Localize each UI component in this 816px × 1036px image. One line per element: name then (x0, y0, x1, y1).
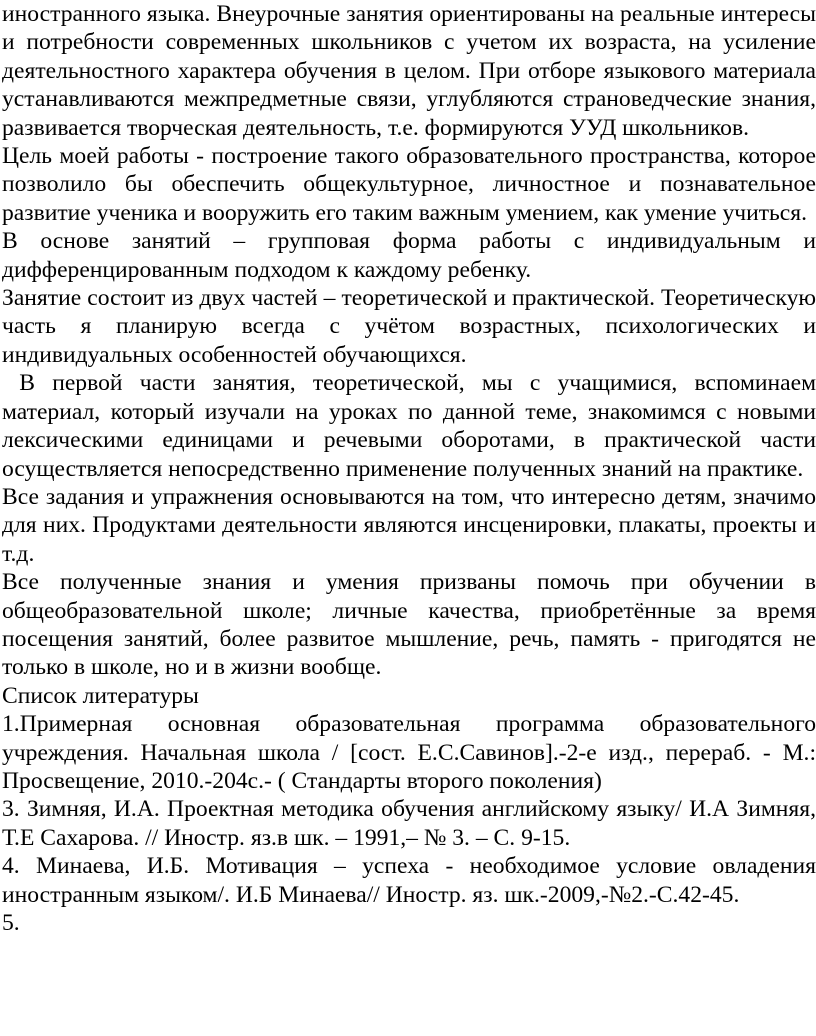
paragraph-group-work: В основе занятий – групповая форма работы с индивидуальным и дифференцированным подходом к каждому ребенку. (2, 228, 816, 283)
reference-item: 1.Примерная основная образовательная программа образовательного учреждения. Начальная школа / [сост. Е.С.Савинов].-2-е изд., перераб. - М.: Просвещение, 2010.-204с.- ( Стандарты второго поколения) (2, 711, 816, 794)
paragraph-outcomes: Все полученные знания и умения призваны помочь при обучении в общеобразовательной школе; личные качества, приобретённые за время посещения занятий, более развитое мышление, речь, память - пригодятся не только в школе, но и в жизни вообще. (2, 569, 816, 681)
paragraph-intro: иностранного языка. Внеурочные занятия ориентированы на реальные интересы и потребности современных школьников с учетом их возраста, на усиление деятельностного характера обучения в целом. При отборе языкового материала устанавливаются межпредметные связи, углубляются страноведческие знания, развивается творческая деятельность, т.е. формируются УУД школьников. (2, 1, 816, 141)
reference-item: 4. Минаева, И.Б. Мотивация – успеха - необходимое условие овладения иностранным языком/. И.Б Минаева// Иностр. яз. шк.-2009,-№2.-С.42-45. (2, 853, 816, 908)
paragraph-tasks: Все задания и упражнения основываются на том, что интересно детям, значимо для них. Продуктами деятельности являются инсценировки, плакаты, проекты и т.д. (2, 483, 816, 567)
reference-item: 3. Зимняя, И.А. Проектная методика обучения английскому языку/ И.А Зимняя, Т.Е Сахарова. // Иностр. яз.в шк. – 1991,– № 3. – С. 9-15. (2, 796, 816, 851)
reference-item: 5. (2, 910, 20, 936)
references-heading: Список литературы (2, 682, 199, 709)
paragraph-goal: Цель моей работы - построение такого образовательного пространства, которое позволило бы обеспечить общекультурное, личностное и познавательное развитие ученика и вооружить его таким важным умением, как умение учиться. (2, 143, 816, 226)
paragraph-first-part: В первой части занятия, теоретической, мы с учащимися, вспоминаем материал, который изучали на уроках по данной теме, знакомимся с новыми лексическими единицами и речевыми оборотами, в практической части осуществляется непосредственно применение полученных знаний на практике. (2, 370, 816, 482)
references-list (2, 710, 816, 937)
paragraph-lesson-structure: Занятие состоит из двух частей – теоретической и практической. Теоретическую часть я планирую всегда с учётом возрастных, психологических и индивидуальных особенностей обучающихся. (2, 285, 816, 368)
